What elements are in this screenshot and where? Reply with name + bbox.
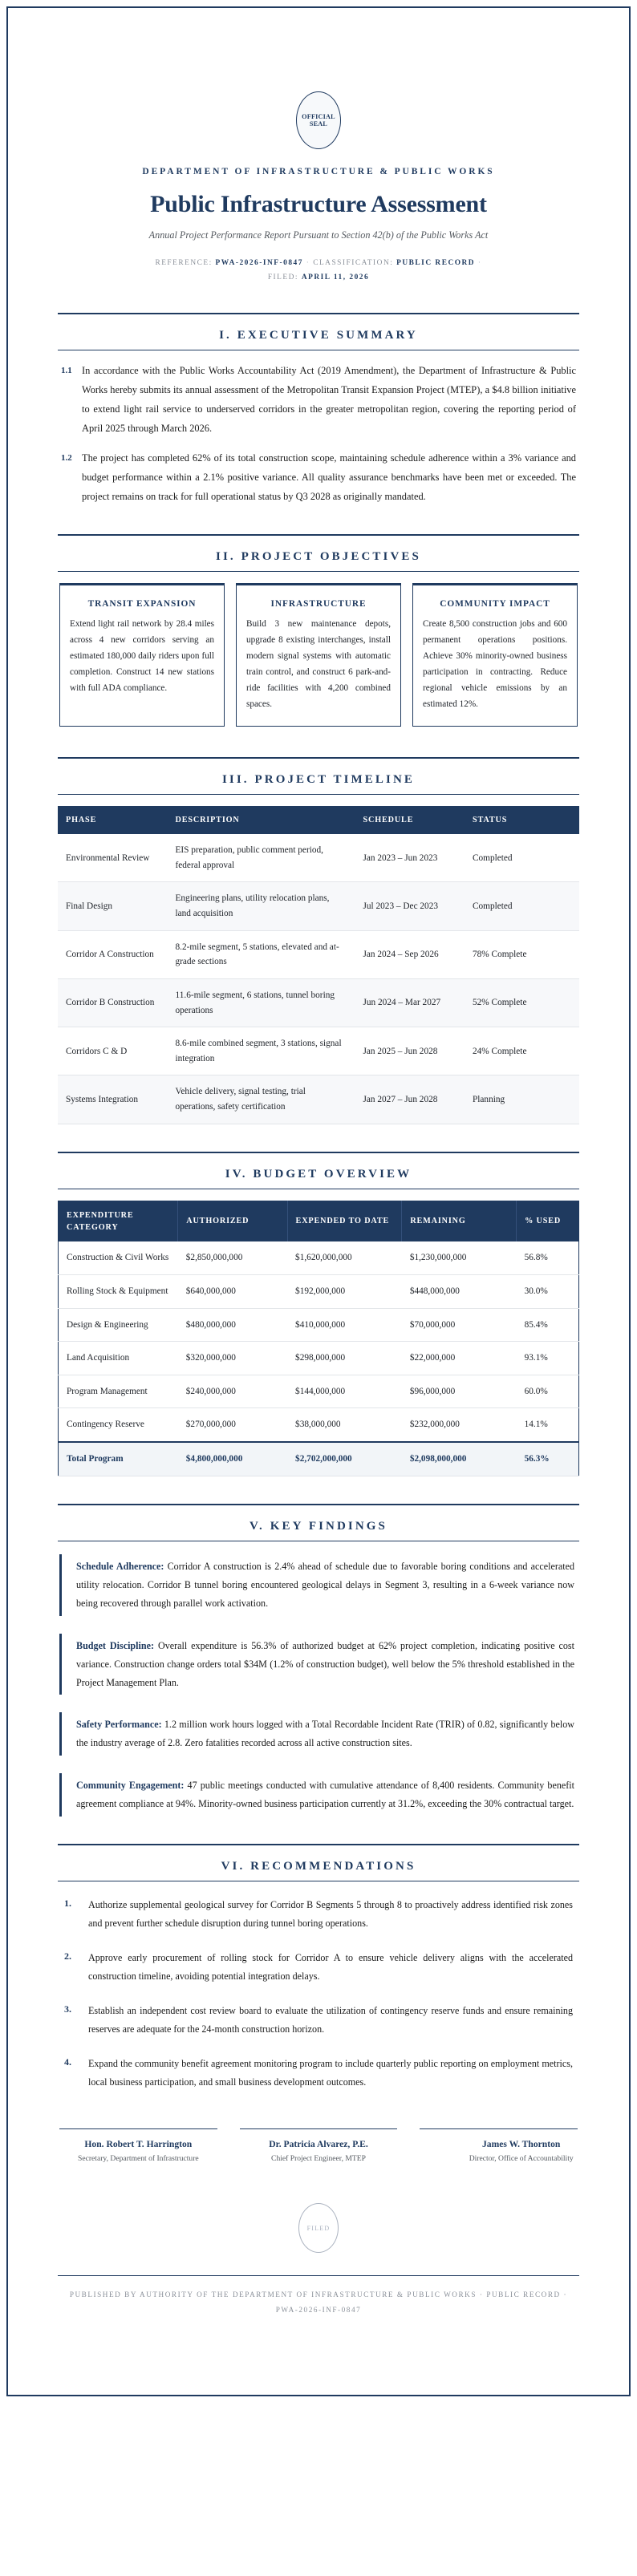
filed-stamp-icon	[298, 2203, 339, 2253]
finding-safety-performance	[59, 1712, 578, 1756]
objective-card-title: TRANSIT EXPANSION	[87, 598, 197, 609]
filed-label: FILED:	[267, 273, 299, 282]
cell-phase: Final Design	[66, 901, 113, 911]
section-heading-project-objectives: II. PROJECT OBJECTIVES	[216, 549, 421, 563]
column-header-authorized: AUTHORIZED	[178, 1201, 287, 1241]
cell-authorized: $320,000,000	[185, 1353, 236, 1363]
cell-description: Engineering plans, utility relocation plans, land acquisition	[175, 893, 330, 919]
objective-card-title: INFRASTRUCTURE	[270, 598, 367, 609]
cell-phase: Corridor A Construction	[66, 950, 154, 959]
document-border-frame	[6, 6, 631, 2396]
column-header-description: DESCRIPTION	[168, 806, 355, 834]
signature-name: James W. Thornton	[481, 2139, 561, 2150]
paragraph-1-2	[61, 449, 576, 506]
table-row	[59, 1342, 579, 1375]
column-header-schedule: SCHEDULE	[355, 806, 465, 834]
recommendation-number: 2.	[64, 1950, 71, 1962]
project-timeline-table	[58, 806, 579, 1124]
cell-category: Rolling Stock & Equipment	[67, 1286, 168, 1296]
table-row	[59, 1375, 579, 1408]
cell-total-expended: $2,702,000,000	[295, 1454, 352, 1464]
cell-schedule: Jan 2023 – Jun 2023	[363, 853, 438, 863]
filed-value: APRIL 11, 2026	[301, 273, 370, 282]
cell-total-authorized: $4,800,000,000	[185, 1454, 243, 1464]
cell-status: 24% Complete	[473, 1046, 527, 1056]
signature-block	[58, 2128, 579, 2163]
reference-label: REFERENCE:	[155, 259, 213, 268]
classification-value: PUBLIC RECORD	[396, 259, 476, 268]
cell-status: 78% Complete	[473, 950, 527, 959]
recommendation-item	[64, 1896, 573, 1933]
cell-expended: $38,000,000	[295, 1420, 341, 1430]
section-key-findings	[58, 1504, 579, 1817]
cell-status: Completed	[473, 901, 513, 911]
finding-label: Budget Discipline:	[76, 1639, 155, 1651]
cell-status: 52% Complete	[473, 998, 527, 1008]
signature-secretary	[59, 2128, 217, 2163]
section-recommendations	[58, 1844, 579, 2092]
cell-category: Contingency Reserve	[67, 1420, 144, 1430]
budget-table-header	[59, 1201, 579, 1241]
finding-label: Community Engagement:	[76, 1780, 185, 1792]
cell-phase: Systems Integration	[66, 1094, 139, 1104]
objective-card-transit-expansion	[59, 583, 225, 727]
reference-value: PWA-2026-INF-0847	[215, 259, 303, 268]
table-row	[59, 1241, 579, 1274]
section-project-timeline	[58, 757, 579, 1124]
cell-phase: Environmental Review	[66, 853, 150, 863]
cell-category: Program Management	[67, 1386, 148, 1396]
cell-description: 8.2-mile segment, 5 stations, elevated and at-grade sections	[175, 942, 339, 967]
table-row	[58, 978, 579, 1027]
cell-remaining: $70,000,000	[409, 1319, 456, 1330]
objective-card-title: COMMUNITY IMPACT	[440, 598, 550, 609]
signature-role: Secretary, Department of Infrastructure	[78, 2154, 199, 2164]
table-row	[58, 1075, 579, 1124]
finding-community-engagement	[59, 1773, 578, 1817]
cell-expended: $192,000,000	[295, 1286, 346, 1296]
recommendation-number: 1.	[64, 1898, 71, 1910]
cell-pct-used: 56.8%	[524, 1253, 548, 1263]
cell-authorized: $2,850,000,000	[185, 1253, 243, 1263]
cell-pct-used: 93.1%	[524, 1353, 548, 1363]
document-metadata	[142, 257, 495, 286]
recommendation-item	[64, 2055, 573, 2092]
executive-summary-body	[58, 350, 579, 507]
column-header-percent-used: % USED	[517, 1201, 579, 1241]
cell-status: Completed	[473, 853, 513, 863]
recommendation-text: Establish an independent cost review board to evaluate the utilization of contingency reserve funds and ensure remaining reserves are adequate for the 24-month construction horizon.	[88, 2005, 573, 2035]
cell-remaining: $22,000,000	[409, 1353, 456, 1363]
cell-authorized: $240,000,000	[185, 1386, 236, 1396]
signature-role: Chief Project Engineer, MTEP	[271, 2154, 366, 2164]
timeline-table-body	[58, 834, 579, 1124]
section-heading-key-findings: V. KEY FINDINGS	[250, 1519, 387, 1533]
cell-phase: Corridor B Construction	[66, 998, 155, 1008]
cell-total-remaining: $2,098,000,000	[409, 1454, 467, 1464]
timeline-table-header	[58, 806, 579, 834]
classification-label: CLASSIFICATION:	[313, 259, 394, 268]
cell-status: Planning	[473, 1094, 505, 1104]
recommendation-text: Authorize supplemental geological survey for Corridor B Segments 5 through 8 to proactively address identified risk zones and prevent further schedule disruption during tunnel boring operations.	[88, 1899, 573, 1930]
finding-text: Corridor A construction is 2.4% ahead of schedule due to favorable boring conditions and accelerated utility relocation. Corridor B tunnel boring encountered geological delays in Segment 3, resulting in a 6-week variance now being recovered through parallel work activation.	[76, 1560, 574, 1609]
cell-authorized: $270,000,000	[185, 1420, 236, 1430]
cell-category: Construction & Civil Works	[67, 1253, 169, 1263]
paragraph-text: The project has completed 62% of its total construction scope, maintaining schedule adherence within a 3% variance and budget performance within a 2.1% positive variance. All quality assurance benchmarks have been met or exceeded. The project remains on track for full operational status by Q3 2028 as originally mandated.	[82, 452, 576, 503]
paragraph-1-1	[61, 362, 576, 438]
cell-pct-used: 30.0%	[524, 1286, 548, 1296]
cell-schedule: Jun 2024 – Mar 2027	[363, 998, 441, 1008]
document-subtitle: Annual Project Performance Report Pursuant to Section 42(b) of the Public Works Act	[148, 229, 489, 241]
section-heading-executive-summary: I. EXECUTIVE SUMMARY	[219, 329, 418, 342]
finding-label: Schedule Adherence:	[76, 1560, 164, 1572]
section-rule-bottom	[58, 794, 579, 795]
table-header-row	[59, 1201, 579, 1241]
objective-card-text: Build 3 new maintenance depots, upgrade 8 existing interchanges, install modern signal systems with automatic train control, and construct 6 park-and-ride facilities with 4,200 combined spaces.	[246, 619, 391, 709]
objective-card-community-impact	[412, 583, 578, 727]
official-seal-icon	[296, 91, 341, 149]
table-row	[58, 882, 579, 930]
cell-authorized: $480,000,000	[185, 1319, 236, 1330]
section-budget-overview	[58, 1152, 579, 1476]
signature-name: Hon. Robert T. Harrington	[84, 2139, 193, 2150]
section-heading-recommendations: VI. RECOMMENDATIONS	[221, 1860, 416, 1873]
recommendation-item	[64, 1949, 573, 1986]
cell-total-label: Total Program	[67, 1454, 124, 1464]
table-row	[59, 1274, 579, 1308]
cell-remaining: $96,000,000	[409, 1386, 456, 1396]
cell-description: 11.6-mile segment, 6 stations, tunnel boring operations	[175, 990, 335, 1015]
cell-expended: $298,000,000	[295, 1353, 346, 1363]
cell-description: EIS preparation, public comment period, federal approval	[175, 845, 323, 870]
cell-pct-used: 85.4%	[524, 1319, 548, 1330]
cell-pct-used: 14.1%	[524, 1420, 548, 1430]
seal-line-2: SEAL	[309, 120, 328, 128]
finding-schedule-adherence	[59, 1554, 578, 1616]
cell-total-pct-used: 56.3%	[524, 1454, 550, 1464]
page-title: Public Infrastructure Assessment	[150, 191, 487, 218]
column-header-expended-to-date: EXPENDED TO DATE	[287, 1201, 402, 1241]
signature-line	[59, 2128, 217, 2129]
signature-role: Director, Office of Accountability	[469, 2154, 574, 2164]
section-executive-summary	[58, 313, 579, 507]
budget-table-body	[59, 1241, 579, 1476]
cell-remaining: $1,230,000,000	[409, 1253, 467, 1263]
table-row	[59, 1408, 579, 1442]
section-heading-budget-overview: IV. BUDGET OVERVIEW	[225, 1167, 412, 1181]
objective-card-infrastructure	[236, 583, 401, 727]
recommendation-item	[64, 2002, 573, 2039]
finding-text: 47 public meetings conducted with cumulative attendance of 8,400 residents. Community benefit agreement compliance at 94%. Minority-owned business participation currently at 31.2%, exceeding the 30% contractual target.	[76, 1780, 574, 1810]
signature-line	[240, 2128, 398, 2129]
section-rule-second	[58, 535, 579, 536]
meta-separator-1: ·	[306, 259, 310, 268]
paragraph-number: 1.2	[61, 453, 72, 464]
cell-expended: $144,000,000	[295, 1386, 346, 1396]
recommendation-number: 3.	[64, 2003, 71, 2015]
cell-description: 8.6-mile combined segment, 3 stations, signal integration	[175, 1039, 342, 1063]
section-heading-project-timeline: III. PROJECT TIMELINE	[221, 772, 415, 786]
table-row	[58, 834, 579, 882]
section-project-objectives	[58, 534, 579, 730]
signature-line	[420, 2128, 578, 2129]
column-header-status: STATUS	[465, 806, 579, 834]
cell-remaining: $232,000,000	[409, 1420, 460, 1430]
cell-expended: $1,620,000,000	[295, 1253, 352, 1263]
footer-divider	[58, 2275, 579, 2276]
table-total-row	[59, 1442, 579, 1476]
column-header-remaining: REMAINING	[402, 1201, 517, 1241]
table-row	[59, 1308, 579, 1342]
finding-budget-discipline	[59, 1634, 578, 1695]
paragraph-number: 1.1	[61, 366, 72, 376]
table-header-row	[58, 806, 579, 834]
cell-category: Land Acquisition	[67, 1353, 130, 1363]
department-name: DEPARTMENT OF INFRASTRUCTURE & PUBLIC WORKS	[142, 167, 495, 176]
footer-publication-notice: PUBLISHED BY AUTHORITY OF THE DEPARTMENT OF INFRASTRUCTURE & PUBLIC WORKS · PUBLIC RECORD · PWA-2026-INF-0847	[69, 2290, 568, 2314]
cell-schedule: Jan 2027 – Jun 2028	[363, 1094, 438, 1104]
cell-schedule: Jan 2024 – Sep 2026	[363, 950, 439, 959]
recommendation-text: Approve early procurement of rolling stock for Corridor A to ensure vehicle delivery aligns with the accelerated construction timeline, avoiding potential integration delays.	[88, 1952, 573, 1983]
cell-category: Design & Engineering	[67, 1319, 148, 1330]
recommendation-text: Expand the community benefit agreement monitoring program to include quarterly public reporting on employment metrics, local business participation, and small business development outcomes.	[88, 2058, 573, 2088]
key-findings-list	[58, 1541, 579, 1817]
column-header-expenditure-category: EXPENDITURE CATEGORY	[59, 1201, 178, 1241]
signature-chief-engineer	[240, 2128, 398, 2163]
cell-expended: $410,000,000	[295, 1319, 346, 1330]
finding-text: Overall expenditure is 56.3% of authorized budget at 62% project completion, indicating positive cost variance. Construction change orders total $34M (1.2% of construction budget), well below the 5% threshold established in the Project Management Plan.	[76, 1639, 574, 1688]
cell-remaining: $448,000,000	[409, 1286, 460, 1296]
cell-authorized: $640,000,000	[185, 1286, 236, 1296]
objective-card-text: Extend light rail network by 28.4 miles across 4 new corridors serving an estimated 180,000 daily riders upon full completion. Construct 14 new stations with full ADA compliance.	[70, 619, 214, 694]
finding-label: Safety Performance:	[76, 1719, 162, 1731]
column-header-phase: PHASE	[58, 806, 168, 834]
paragraph-text: In accordance with the Public Works Accountability Act (2019 Amendment), the Department of Infrastructure & Public Works hereby submits its annual assessment of the Metropolitan Transit Expansion Project (MTEP), a $4.8 billion initiative to extend light rail service to underserved corridors in the greater metropolitan region, covering the reporting period of April 2025 through March 2026.	[82, 365, 576, 434]
recommendations-list	[58, 1881, 579, 2092]
objective-card-text: Create 8,500 construction jobs and 600 permanent operations positions. Achieve 30% minority-owned business participation in contracting. Reduce regional vehicle emissions by an estimated 12%.	[423, 619, 567, 709]
cell-phase: Corridors C & D	[66, 1046, 128, 1056]
seal-line-1: OFFICIAL	[302, 112, 335, 120]
meta-separator-2: ·	[477, 259, 482, 268]
masthead	[58, 50, 579, 286]
table-row	[58, 930, 579, 978]
filed-stamp-label: FILED	[306, 2224, 331, 2232]
section-rule-second	[58, 758, 579, 759]
cell-schedule: Jul 2023 – Dec 2023	[363, 901, 439, 911]
cell-schedule: Jan 2025 – Jun 2028	[363, 1046, 438, 1056]
objective-cards	[58, 572, 579, 730]
cell-pct-used: 60.0%	[524, 1386, 548, 1396]
cell-description: Vehicle delivery, signal testing, trial operations, safety certification	[175, 1087, 306, 1112]
table-row	[58, 1027, 579, 1075]
recommendation-number: 4.	[64, 2056, 71, 2068]
signature-director	[420, 2128, 578, 2163]
finding-text: 1.2 million work hours logged with a Total Recordable Incident Rate (TRIR) of 0.82, significantly below the industry average of 2.8. Zero fatalities recorded across all active construction sites.	[76, 1719, 574, 1749]
signature-name: Dr. Patricia Alvarez, P.E.	[269, 2139, 368, 2150]
budget-overview-table	[58, 1201, 579, 1476]
section-rule-second	[58, 1152, 579, 1153]
